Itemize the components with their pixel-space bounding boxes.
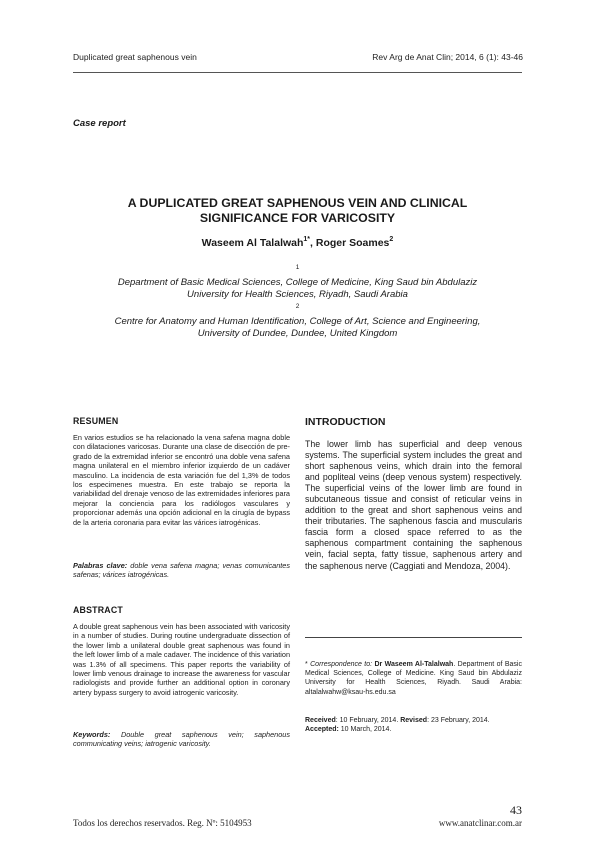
article-type: Case report: [73, 118, 126, 129]
footnote-star: *: [305, 661, 311, 668]
received-date: : 10 February, 2014.: [335, 717, 401, 724]
resumen-heading: RESUMEN: [73, 416, 119, 426]
author-list: [73, 236, 522, 249]
affiliation-2-mark: 2: [295, 303, 300, 310]
abstract-body: A double great saphenous vein has been associated with varicosity in a number of studies. During routine undergraduate dissection of the lower limb a unilateral double great saphenous was found in the left lower limb of a male cadaver. The incidence of this variation was 1.3% of all specimens. This paper reports the variability of lower limb venous drainage to increase the awareness for vascular radiologists and provide further an additional option in coronary artery bypass surgery to avoid iatrogenic varicosity.: [73, 622, 290, 697]
revised-date: : 23 February, 2014.: [427, 717, 490, 724]
affiliation-1-line-1: $^1$ Department of Basic Medical Sciences, College of Medicine, King Saud bin Abdulaziz: [117, 264, 478, 288]
abstract-heading: ABSTRACT: [73, 605, 123, 615]
accepted-date: 10 March, 2014.: [338, 726, 392, 734]
title-line-1: A DUPLICATED GREAT SAPHENOUS VEIN AND CLINICAL: [127, 196, 468, 210]
affiliation-2-line-2: University of Dundee, Dundee, United Kingdom: [197, 328, 398, 339]
correspondence-note: [305, 660, 522, 697]
author-1-name: Waseem Al Talalwah: [201, 237, 304, 249]
affiliation-1-line-2: University for Health Sciences, Riyadh, Saudi Arabia: [187, 289, 408, 300]
running-title: Duplicated great saphenous vein: [73, 52, 197, 62]
author-1-mark: 1*: [303, 236, 311, 243]
author-2-mark: 2: [389, 236, 394, 243]
revised-label: Revised: [400, 717, 428, 724]
title-line-2: SIGNIFICANCE FOR VARICOSITY: [199, 211, 396, 225]
introduction-body: The lower limb has superficial and deep venous systems. The superficial system includes the great and short saphenous veins, which drain into the femoral and popliteal veins (deep venous system) respectively. The superficial veins of the lower limb are found in subcutaneous tissue and consist of reticular veins in addition to the great and short saphenous veins and their tributaries. The saphenous fascia and muscularis fascia form a closed space referred to as the saphenous compartment containing the saphenous vein, facial septa, fatty tissue, saphenous artery and the saphenous nerve (Caggiati and Mendoza, 2004).: [305, 439, 522, 571]
website-link[interactable]: www.anatclinar.com.ar: [438, 818, 522, 828]
copyright-notice: Todos los derechos reservados. Reg. Nº: 5104953: [73, 818, 252, 828]
resumen-keywords-label: Palabras clave:: [73, 561, 128, 570]
footnote-divider: [305, 637, 522, 638]
abstract-keywords: [73, 730, 290, 749]
introduction-heading: INTRODUCTION: [305, 416, 386, 428]
abstract-keywords-text: Double great saphenous vein; saphenous communicating veins; iatrogenic varicosity.: [73, 730, 290, 749]
correspondence-label: Correspondence to:: [310, 661, 373, 668]
correspondence-name: Dr Waseem Al-Talalwah: [374, 661, 454, 668]
resumen-keywords: [73, 561, 290, 580]
affiliations: [73, 262, 522, 340]
received-label: Received: [305, 717, 336, 724]
affiliation-1-mark: 1: [295, 264, 300, 271]
article-dates: [305, 716, 522, 734]
author-2-name: Roger Soames: [315, 237, 390, 249]
abstract-keywords-label: Keywords:: [73, 730, 111, 739]
journal-citation: Rev Arg de Anat Clin; 2014, 6 (1): 43-46: [372, 52, 523, 62]
correspondence-details: . Department of Basic Medical Sciences, College of Medicine. King Saud bin Abdulaziz University for Health Sciences, Riyadh. Saudi Arabia: altalalwahw@ksau-hs.edu.sa: [305, 661, 522, 696]
affiliation-2-line-1: $^2$ Centre for Anatomy and Human Identification, College of Art, Science and Engineering,: [114, 303, 481, 327]
resumen-body: En varios estudios se ha relacionado la vena safena magna doble con dilataciones varicosas. Durante una clase de disección de pre-grado de la extremidad inferior se encontró una doble vena safena magna unilateral en el miembro inferior izquierdo de un cadáver masculino. La incidencia de esta variación fue del 1,3% de todos los especimenes muestra. En este trabajo se reporta la variabilidad del drenaje venoso de las extremidades inferiores para mejorar la conciencia para los radiólogos vasculares y proporcionar además una opción adicional en la cirugía de bypass de la arteria coronaria para evitar las várices iatrogénicas.: [73, 433, 290, 527]
page-number: 43: [510, 803, 522, 817]
author-separator: ,: [310, 237, 316, 249]
resumen-keywords-text: doble vena safena magna; venas comunicantes safenas; várices iatrogénicas.: [73, 561, 290, 580]
header-divider: [73, 72, 522, 73]
accepted-label: Accepted:: [305, 726, 339, 734]
article-title: [73, 196, 522, 226]
